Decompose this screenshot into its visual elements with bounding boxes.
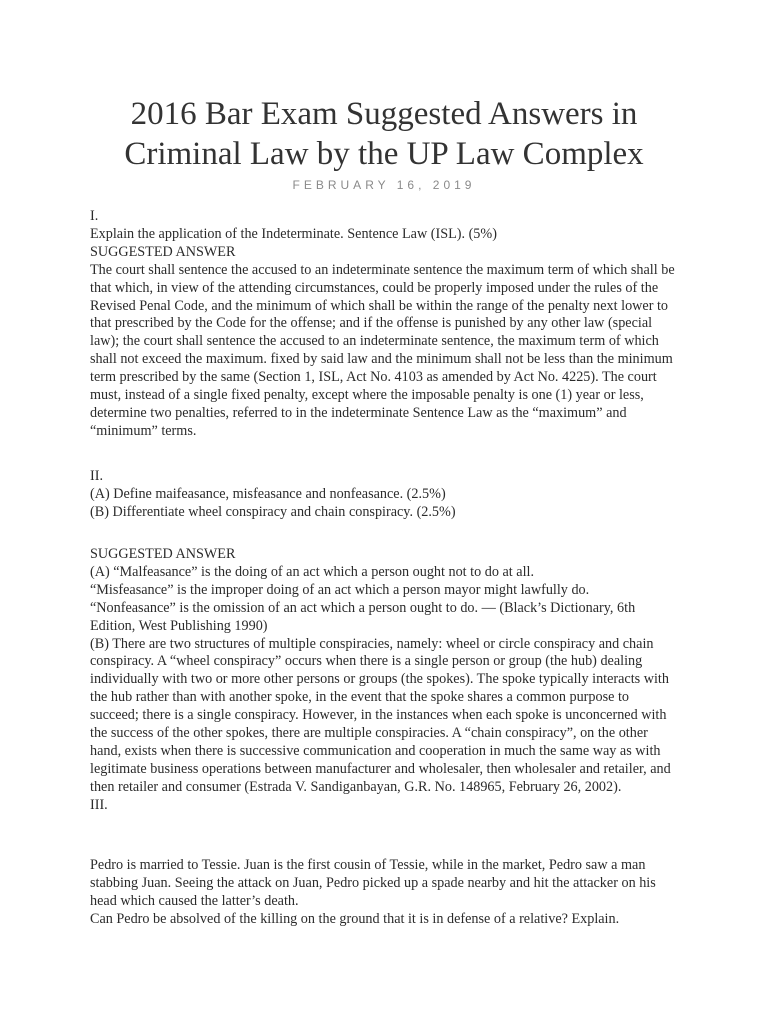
title-line-2: Criminal Law by the UP Law Complex	[124, 136, 644, 172]
page-title	[60, 94, 708, 174]
section-3	[90, 857, 680, 929]
answer-heading: SUGGESTED ANSWER	[90, 546, 236, 562]
question-text: Explain the application of the Indeterminate. Sentence Law (ISL). (5%)	[90, 225, 497, 242]
answer-a-nonfeasance: “Nonfeasance” is the omission of an act which a person ought to do. — (Black’s Dictionary, 6th Edition, West Publishing 1990)	[90, 599, 636, 634]
answer-b-text: (B) There are two structures of multiple conspiracies, namely: wheel or circle conspiracy and chain conspiracy. A “wheel conspiracy” occurs when there is a single person or group (the hub) dealing individually with two or more other persons or groups (the spokes). The spoke typically interacts with the hub rather than with another spoke, in the event that the spoke shares a common purpose to succeed; there is a single conspiracy. However, in the instances when each spoke is unconcerned with the success of the other spokes, there are multiple conspiracies. A “chain conspiracy”, on the other hand, exists when there is successive communication and cooperation in much the same way as with legitimate business operations between manufacturer and wholesaler, then wholesaler and retailer, and then retailer and consumer (Estrada V. Sandiganbayan, G.R. No. 148965, February 26, 2002).	[90, 635, 671, 795]
question-b-text: (B) Differentiate wheel conspiracy and chain conspiracy. (2.5%)	[90, 503, 456, 520]
answer-heading: SUGGESTED ANSWER	[90, 243, 236, 260]
section-number: I.	[90, 208, 99, 224]
question-a-text: (A) Define maifeasance, misfeasance and nonfeasance. (2.5%)	[90, 485, 446, 502]
facts-text: Pedro is married to Tessie. Juan is the first cousin of Tessie, while in the market, Pedro saw a man stabbing Juan. Seeing the attack on Juan, Pedro picked up a spade nearby and hit the attacker on his head which caused the latter’s death.	[90, 857, 656, 909]
section-2-answers	[90, 546, 680, 815]
section-1	[90, 208, 680, 441]
section-number: II.	[90, 468, 103, 484]
section-number: III.	[90, 796, 108, 813]
post-date: FEBRUARY 16, 2019	[292, 178, 476, 192]
answer-a-malfeasance: (A) “Malfeasance” is the doing of an act which a person ought not to do at all.	[90, 563, 535, 580]
section-2-questions	[90, 468, 680, 522]
question-text: Can Pedro be absolved of the killing on the ground that it is in defense of a relative? Explain.	[90, 910, 620, 927]
answer-text: The court shall sentence the accused to an indeterminate sentence the maximum term of which shall be that which, in view of the attending circumstances, could be properly imposed under the rules of the Revised Penal Code, and the minimum of which shall be within the range of the penalty next lower to that prescribed by the Code for the offense; and if the offense is punished by any other law (special law); the court shall sentence the accused to an indeterminate sentence, the maximum term of which shall not exceed the maximum. fixed by said law and the minimum shall not be less than the minimum term prescribed by the same (Section 1, ISL, Act No. 4103 as amended by Act No. 4225). The court must, instead of a single fixed penalty, except where the imposable penalty is one (1) year or less, determine two penalties, referred to in the indeterminate Sentence Law as the “maximum” and “minimum” terms.	[90, 261, 675, 439]
answer-a-misfeasance: “Misfeasance” is the improper doing of an act which a person mayor might lawfully do.	[90, 581, 590, 598]
title-line-1: 2016 Bar Exam Suggested Answers in	[130, 96, 638, 132]
